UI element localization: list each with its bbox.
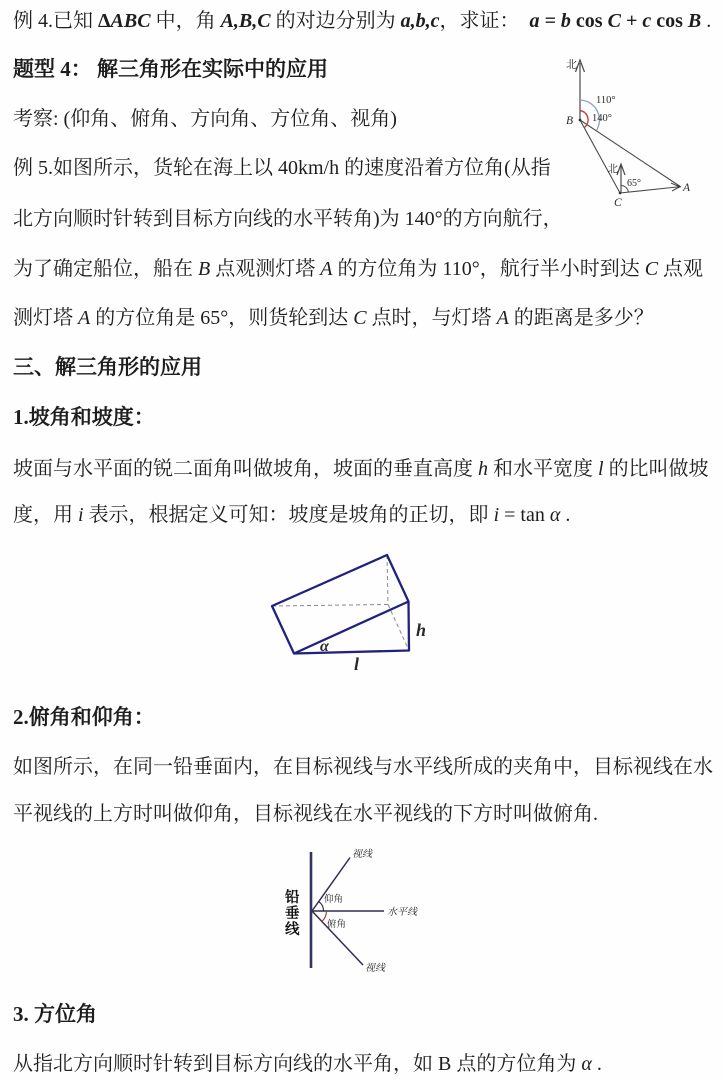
text-run: 点时，与灯塔 [366,307,497,329]
text-run: 和水平宽度 [488,458,598,480]
text-run: 3. 方位角 [13,1002,97,1026]
point-c-label: C [614,197,622,209]
paragraph-example5-line4 [13,305,654,331]
text-run: ，求证： [439,10,530,32]
elevation-angle-arc [319,902,324,911]
math-run: A [78,307,91,329]
text-run: 从指北方向顺时针转到目标方向线的水平角，如 B 点的方位角为 [13,1053,582,1075]
point-a-dot [677,185,680,188]
text-run: 1.坡角和坡度： [13,405,155,429]
text-run: . [591,1053,602,1075]
depression-angle-arc [322,911,327,922]
text-run: 平视线的上方时叫做仰角，目标视线在水平视线的下方时叫做俯角. [13,803,598,825]
math-run: h [478,458,488,480]
math-run: i [493,504,500,526]
paragraph-example5-line2 [13,206,563,232]
text-run: . [701,10,712,32]
heading-azimuth [13,1001,97,1027]
math-run: cos [575,10,608,32]
text-run: 度，用 [13,504,78,526]
text-run: 的距离是多少？ [508,307,654,329]
prism-slope-edge [294,602,409,654]
prism-hidden-edges [272,555,409,651]
point-c-dot [619,192,622,195]
text-run: A,B,C [220,10,271,32]
point-b-dot [579,119,582,122]
north-label-c: 北 [607,164,618,175]
angle-65-label: 65° [627,178,641,189]
paragraph-example5-line3 [13,256,703,282]
text-run: 北方向顺时针转到目标方向线的水平转角)为 140°的方向航行， [13,208,563,230]
plumb-line-label: 铅垂线 [285,890,300,938]
math-run: α [581,1053,592,1075]
math-run: C [644,258,659,280]
angle-110-label: 110° [596,95,616,106]
text-run: 测灯塔 [13,307,78,329]
text-run: 表示，根据定义可知：坡度是坡角的正切，即 [83,504,494,526]
heading-depression-elevation [13,704,155,730]
math-run: i [78,504,84,526]
text-run: 坡面与水平面的锐二面角叫做坡角，坡面的垂直高度 [13,458,478,480]
text-run: 中，角 [150,10,221,32]
text-run: 如图所示，在同一铅垂面内，在目标视线与水平线所成的夹角中，目标视线在水 [13,756,713,778]
text-run: 例 5.如图所示，货轮在海上以 40km/h 的速度沿着方位角(从指 [13,157,551,179]
text-run: = tan [499,504,550,526]
line-b-to-c [580,120,620,193]
bearing-diagram [545,45,715,213]
elevation-angle-label: 仰角 [324,895,344,905]
text-run: 三、解三角形的应用 [13,355,202,379]
text-run: . [560,504,571,526]
text-run: 题型 4： 解三角形在实际中的应用 [13,57,328,81]
math-run: A [320,258,333,280]
horizontal-line-label: 水平线 [387,907,417,918]
slope-angle-alpha-label: α [320,638,329,655]
math-run: a = b [529,10,576,32]
text-run: 的方位角是 65°，则货轮到达 [90,307,354,329]
paragraph-sight-def-line1 [13,754,713,780]
math-run: α [549,504,561,526]
heading-slope-angle [13,404,155,430]
math-run: C [353,307,367,329]
math-run: B [198,258,211,280]
text-run: ABC [110,10,151,32]
heading-problem-type4 [13,56,328,82]
paragraph-sight-def-line2 [13,801,598,827]
heading-section3-applications [13,354,202,380]
point-b-label: B [566,115,574,127]
paragraph-example4 [13,8,711,34]
text-run: 的对边分别为 [270,10,401,32]
text-run: 2.俯角和仰角： [13,705,155,729]
text-run: 考察: (仰角、俯角、方向角、方位角、视角) [13,108,397,130]
text-run: Δ [98,10,111,32]
math-run: B [687,10,702,32]
math-run: l [598,458,604,480]
text-run: 点观测灯塔 [210,258,321,280]
slope-prism-diagram [255,540,440,680]
paragraph-slope-def-line2 [13,502,570,528]
north-label-b: 北 [566,59,577,71]
text-run: a,b,c [400,10,440,32]
math-run: A [496,307,509,329]
lower-sight-label: 视线 [365,963,385,974]
paragraph-azimuth-def [13,1051,602,1077]
paragraph-slope-def-line1 [13,456,709,482]
math-run: cos [656,10,688,32]
text-run: 点观 [658,258,704,280]
text-run: 为了确定船位，船在 [13,258,198,280]
text-run: 的比叫做坡 [603,458,709,480]
paragraph-examined-topics [13,106,397,132]
angle-140-label: 140° [592,113,612,124]
point-a-label: A [683,182,691,194]
upper-sight-label: 视线 [352,849,372,860]
depression-angle-label: 俯角 [327,920,347,930]
math-run: C + c [607,10,657,32]
line-b-to-a [580,120,681,187]
text-run: 例 4.已知 [13,10,98,32]
vertical-height-h-label: h [416,620,427,640]
horizontal-width-l-label: l [354,654,360,674]
text-run: 的方位角为 110°，航行半小时到达 [332,258,645,280]
arc-140-degrees [580,111,588,128]
paragraph-example5-line1 [13,155,551,181]
